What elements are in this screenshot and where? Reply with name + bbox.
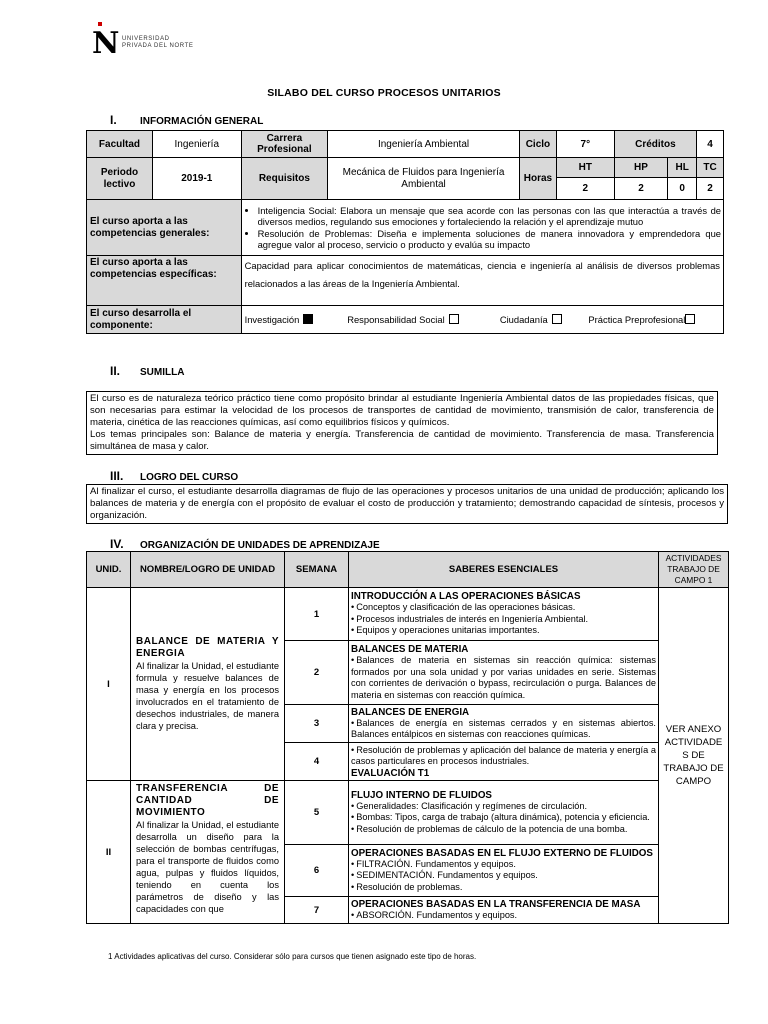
header-semana: SEMANA bbox=[285, 552, 349, 588]
week-2-number: 2 bbox=[285, 641, 349, 705]
comp-esp-value: Capacidad para aplicar conocimientos de matemáticas, ciencia e ingeniería al análisis de diversos problemas relacionados a las áreas de la Ingeniería Ambiental. bbox=[241, 256, 723, 306]
horas-label: Horas bbox=[519, 158, 556, 200]
checkbox-empty-icon bbox=[685, 314, 695, 324]
week-7-item: • ABSORCIÓN. Fundamentos y equipos. bbox=[351, 910, 656, 922]
week-2-content bbox=[349, 641, 659, 705]
week-5-content bbox=[349, 781, 659, 845]
facultad-value: Ingeniería bbox=[152, 131, 241, 158]
tc-label: TC bbox=[697, 158, 724, 178]
hl-value: 0 bbox=[668, 178, 697, 200]
unit-2-title: TRANSFERENCIA DE CANTIDAD DE MOVIMIENTO bbox=[136, 783, 279, 818]
general-info-table bbox=[86, 130, 724, 334]
checkbox-empty-icon bbox=[552, 314, 562, 324]
carrera-value: Ingeniería Ambiental bbox=[328, 131, 520, 158]
unit-2-cell bbox=[131, 781, 285, 924]
componente-investigacion bbox=[245, 314, 345, 325]
hp-value: 2 bbox=[614, 178, 668, 200]
section-3-title: LOGRO DEL CURSO bbox=[140, 472, 239, 483]
unit-2-logro: Al finalizar la Unidad, el estudiante desarrolla un diseño para la selección de bombas centrífugas, para el transporte de fluidos como agua, pulpas y fluidos líquidos, teniendo en cuenta los parámetros de diseño y las capacidades con que bbox=[136, 820, 279, 914]
checkbox-empty-icon bbox=[449, 314, 459, 324]
actividades-cell: VER ANEXO ACTIVIDADE S DE TRABAJO DE CAMPO bbox=[659, 588, 729, 924]
section-1-title: INFORMACIÓN GENERAL bbox=[140, 116, 264, 127]
unit-1-number: I bbox=[87, 588, 131, 781]
week-5-item: • Resolución de problemas de cálculo de la potencia de una bomba. bbox=[351, 824, 656, 836]
week-1-topic: INTRODUCCIÓN A LAS OPERACIONES BÁSICAS bbox=[351, 591, 581, 603]
week-7-topic: OPERACIONES BASADAS EN LA TRANSFERENCIA DE MASA bbox=[351, 898, 641, 910]
logro-box: Al finalizar el curso, el estudiante desarrolla diagramas de flujo de las operaciones y procesos unitarios de una unidad de producción; aplicando los balances de materia y de energía con el propósito de evaluar el costo de producción y tratamiento; demostrando capacidad de síntesis, procesos y organización. bbox=[86, 484, 728, 524]
footnote: 1 Actividades aplicativas del curso. Considerar sólo para cursos que tienen asignado este tipo de horas. bbox=[108, 952, 477, 961]
week-6-topic: OPERACIONES BASADAS EN EL FLUJO EXTERNO DE FLUIDOS bbox=[351, 847, 653, 859]
ht-value: 2 bbox=[556, 178, 614, 200]
svg-text:N: N bbox=[92, 26, 120, 56]
section-4-number: IV. bbox=[110, 537, 124, 551]
week-4-item: • Resolución de problemas y aplicación del balance de materia y energía a casos particulares en procesos industriales. bbox=[351, 745, 656, 768]
week-1-number: 1 bbox=[285, 588, 349, 641]
week-4-content bbox=[349, 743, 659, 781]
header-saberes: SABERES ESENCIALES bbox=[349, 552, 659, 588]
week-3-number: 3 bbox=[285, 705, 349, 743]
week-7-content bbox=[349, 897, 659, 924]
units-table bbox=[86, 551, 729, 924]
logo-text bbox=[122, 36, 193, 50]
ciclo-label: Ciclo bbox=[519, 131, 556, 158]
checkbox-checked-icon bbox=[303, 314, 313, 324]
comp-esp-label: El curso aporta a las competencias específicas: bbox=[87, 256, 242, 306]
sumilla-box bbox=[86, 391, 718, 455]
header-nombre: NOMBRE/LOGRO DE UNIDAD bbox=[131, 552, 285, 588]
week-3-content bbox=[349, 705, 659, 743]
creditos-label: Créditos bbox=[614, 131, 696, 158]
comp-gen-label: El curso aporta a las competencias generales: bbox=[87, 200, 242, 256]
section-1-heading bbox=[110, 113, 263, 127]
week-4-number: 4 bbox=[285, 743, 349, 781]
componente-label: El curso desarrolla el componente: bbox=[87, 306, 242, 334]
week-1-item: • Conceptos y clasificación de las operaciones básicas. bbox=[351, 602, 656, 614]
week-2-item: • Balances de materia en sistemas sin reacción química: sistemas formados por una sola unidad y por varias unidades en serie. Sistemas con corrientes de derivación o bypass, recirculación o purga. Balances de materia en sistemas con reacción química. bbox=[351, 655, 656, 701]
logo-line2: PRIVADA DEL NORTE bbox=[122, 43, 194, 49]
week-4-evaluation: EVALUACIÓN T1 bbox=[351, 767, 430, 779]
section-2-heading bbox=[110, 364, 184, 378]
week-6-item: • Resolución de problemas. bbox=[351, 882, 656, 894]
componente-ciudadania-label: Ciudadanía bbox=[499, 314, 548, 325]
componente-practica-label: Práctica Preprofesional bbox=[588, 314, 686, 325]
week-1-item: • Equipos y operaciones unitarias importantes. bbox=[351, 625, 656, 637]
week-2-topic: BALANCES DE MATERIA bbox=[351, 644, 469, 655]
facultad-label: Facultad bbox=[87, 131, 153, 158]
section-1-number: I. bbox=[110, 113, 117, 127]
week-3-topic: BALANCES DE ENERGIA bbox=[351, 706, 470, 718]
ciclo-value: 7° bbox=[556, 131, 614, 158]
week-6-content bbox=[349, 845, 659, 897]
section-2-title: SUMILLA bbox=[140, 367, 185, 378]
componente-rs bbox=[347, 314, 497, 325]
week-1-content bbox=[349, 588, 659, 641]
week-5-topic: FLUJO INTERNO DE FLUIDOS bbox=[351, 789, 492, 801]
document-title: SILABO DEL CURSO PROCESOS UNITARIOS bbox=[267, 87, 501, 99]
comp-gen-cell bbox=[241, 200, 723, 256]
carrera-label: Carrera Profesional bbox=[241, 131, 328, 158]
logo-n-icon bbox=[92, 22, 122, 56]
componente-investigacion-label: Investigación bbox=[244, 314, 300, 325]
periodo-label: Periodo lectivo bbox=[87, 158, 153, 200]
sumilla-paragraph-1: El curso es de naturaleza teórico práctico tiene como propósito brindar al estudiante Ingeniería Ambiental datos de las propiedades físicas, que son necesarias para estimar la velocidad de los procesos de transportes de cantidad de movimiento, transmisión de calor, transferencia de materia, cinética de las reacciones químicas, así como equilibrios físicos y químicos. bbox=[90, 393, 714, 428]
componente-cell bbox=[241, 306, 723, 334]
section-2-number: II. bbox=[110, 364, 121, 378]
logo-line1: UNIVERSIDAD bbox=[122, 36, 170, 42]
creditos-value: 4 bbox=[697, 131, 724, 158]
section-4-heading bbox=[110, 537, 380, 551]
comp-gen-list bbox=[244, 205, 721, 251]
sumilla-paragraph-2: Los temas principales son: Balance de materia y energía. Transferencia de cantidad de movimiento. Transferencia de masa. Transferencia simultánea de masa y calor. bbox=[90, 429, 714, 452]
componente-rs-label: Responsabilidad Social bbox=[347, 314, 445, 325]
week-6-item: • FILTRACIÓN. Fundamentos y equipos. bbox=[351, 859, 656, 871]
header-actividades: ACTIVIDADES TRABAJO DE CAMPO 1 bbox=[659, 552, 729, 588]
tc-value: 2 bbox=[697, 178, 724, 200]
header-unid: UNID. bbox=[87, 552, 131, 588]
week-5-number: 5 bbox=[285, 781, 349, 845]
comp-gen-item: • Inteligencia Social: Elabora un mensaje que sea acorde con las personas con las que interactúa a través de diversos medios, regulando sus emociones y fortaleciendo la relación y el aprendizaje mutuo bbox=[258, 205, 721, 228]
hp-label: HP bbox=[614, 158, 668, 178]
requisitos-label: Requisitos bbox=[241, 158, 328, 200]
week-1-item: • Procesos industriales de interés en Ingeniería Ambiental. bbox=[351, 614, 656, 626]
unit-1-title: BALANCE DE MATERIA Y ENERGIA bbox=[136, 636, 279, 659]
week-3-item: • Balances de energía en sistemas cerrados y en sistemas abiertos. Balances entálpicos en sistemas con reacciones químicas. bbox=[351, 718, 656, 741]
week-6-item: • SEDIMENTACIÓN. Fundamentos y equipos. bbox=[351, 870, 656, 882]
hl-label: HL bbox=[668, 158, 697, 178]
componente-ciudadania bbox=[500, 314, 586, 325]
section-4-title: ORGANIZACIÓN DE UNIDADES DE APRENDIZAJE bbox=[140, 540, 380, 551]
week-5-item: • Generalidades: Clasificación y regímenes de circulación. bbox=[351, 801, 656, 813]
periodo-value: 2019-1 bbox=[152, 158, 241, 200]
unit-1-cell bbox=[131, 588, 285, 781]
comp-gen-item: • Resolución de Problemas: Diseña e implementa soluciones de manera innovadora y emprendedora que agregue valor al proceso, servicio o producto y evalúa su impacto bbox=[258, 228, 721, 251]
week-5-item: • Bombas: Tipos, carga de trabajo (altura dinámica), potencia y eficiencia. bbox=[351, 812, 656, 824]
week-6-number: 6 bbox=[285, 845, 349, 897]
section-3-heading bbox=[110, 469, 238, 483]
unit-2-number: II bbox=[87, 781, 131, 924]
componente-practica bbox=[588, 314, 695, 325]
section-3-number: III. bbox=[110, 469, 124, 483]
week-7-number: 7 bbox=[285, 897, 349, 924]
requisitos-value: Mecánica de Fluidos para Ingeniería Ambiental bbox=[328, 158, 520, 200]
ht-label: HT bbox=[556, 158, 614, 178]
unit-1-logro: Al finalizar la Unidad, el estudiante formula y resuelve balances de masa y energía en los procesos involucrados en el tratamiento de desechos industriales, de manera clara y precisa. bbox=[136, 661, 279, 731]
